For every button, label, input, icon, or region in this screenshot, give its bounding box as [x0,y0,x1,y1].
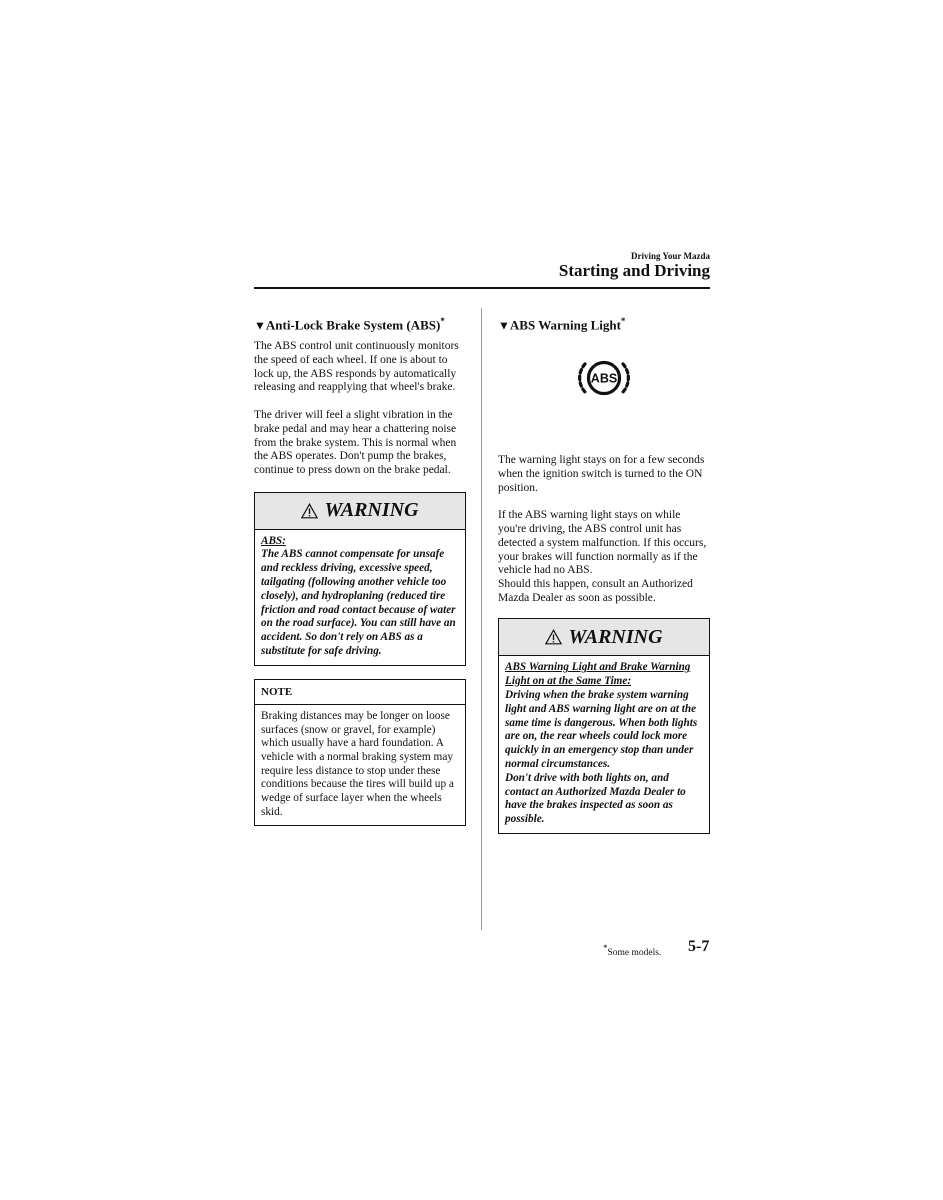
malfunction-paragraph: If the ABS warning light stays on while you're driving, the ABS control unit has detected a system malfunction. If this occurs, your brakes will function normally as if the vehicle had no ABS. [498,509,707,577]
warning-header [499,619,709,656]
note-title: NOTE [255,680,465,705]
abs-heading-text: Anti-Lock Brake System (ABS) [265,317,441,333]
note-text: Braking distances may be longer on loose surfaces (snow or gravel, for example) which usually have a hard foundation. A vehicle with a normal braking system may require less distance to stop under these conditions because the tires will build up a wedge of surface layer when the wheels skid. [261,709,454,818]
left-column [254,312,466,826]
footnote [603,943,661,958]
footnote-star: * [603,943,608,953]
abs-vibration-paragraph: The driver will feel a slight vibration in the brake pedal and may hear a chattering noise from the brake system. This is normal when the ABS operates. Don't pump the brakes, continue to press down on the brake pedal. [254,409,457,476]
abs-warning-box [254,492,466,666]
some-models-star: * [620,316,626,326]
some-models-star: * [440,316,445,326]
abs-light-heading-text: ABS Warning Light [509,317,621,333]
warning-text-1: Driving when the brake system warning light and ABS warning light are on at the same time is dangerous. When both lights are on, the rear wheels could lock more quickly in an emergency stop than under normal circumstances. [505,688,698,770]
footnote-text: Some models. [607,948,662,959]
chapter-title: Starting and Driving [558,261,710,280]
warning-header [255,493,465,530]
abs-icon-label: ABS [590,371,618,386]
note-box [254,679,466,827]
light-on-paragraph: The warning light stays on for a few seconds when the ignition switch is turned to the ON position. [498,454,705,494]
warning-triangle-icon [301,503,318,519]
warning-text: The ABS cannot compensate for unsafe and reckless driving, excessive speed, tailgating (following another vehicle too closely), and hydroplaning (reduced tire friction and road contact because of water on the road surface). You can still have an accident. So don't rely on ABS as a substitute for safe driving. [261,548,456,658]
abs-light-warning-box [498,618,710,834]
section-title: Driving Your Mazda [630,251,710,261]
abs-warning-light-icon [498,342,710,414]
consult-dealer-paragraph: Should this happen, consult an Authorized Mazda Dealer as soon as possible. [498,577,693,604]
page-number: 5-7 [688,938,710,955]
column-divider [481,308,482,930]
triangle-marker-icon: ▼ [254,318,266,333]
warning-title: WARNING [324,499,419,522]
warning-body [255,530,465,665]
warning-body [499,656,709,833]
header-rule [254,287,710,289]
warning-subtitle: ABS Warning Light and Brake Warning Light on at the Same Time: [505,661,691,688]
abs-icon-graphic [572,354,636,402]
abs-intro-paragraph: The ABS control unit continuously monitors the speed of each wheel. If one is about to lock up, the ABS responds by automatically releasing and reapplying that wheel's brake. [254,340,459,394]
triangle-marker-icon: ▼ [498,318,510,333]
warning-triangle-icon [545,629,562,645]
right-column [498,312,710,834]
warning-text-2: Don't drive with both lights on, and contact an Authorized Mazda Dealer to have the brakes inspected as soon as possible. [505,771,686,826]
abs-light-heading [498,312,710,334]
warning-subtitle: ABS: [261,534,286,547]
warning-title: WARNING [568,625,663,648]
abs-section-heading [254,312,466,334]
